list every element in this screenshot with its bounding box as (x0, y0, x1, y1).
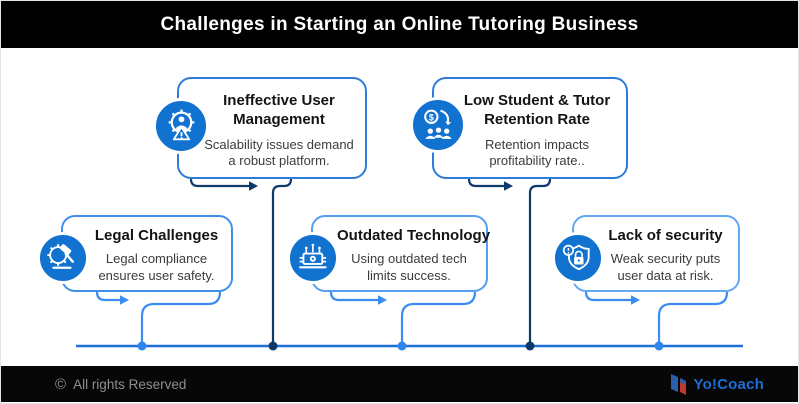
connector-card2 (530, 179, 550, 346)
people-money-retention-icon (410, 97, 466, 153)
shield-lock-alert-icon (552, 232, 604, 284)
copyright-icon: © (55, 375, 67, 393)
card-description: Scalability issues demand a robust platform. (204, 136, 354, 169)
connector-card3 (142, 292, 220, 346)
connector-card4 (402, 292, 475, 346)
timeline-dot (526, 342, 535, 351)
arrow-card1 (191, 179, 249, 186)
brand-logo (669, 373, 765, 396)
user-gear-warning-icon (153, 98, 209, 154)
card-description: Weak security puts user data at risk. (610, 250, 721, 283)
card-title: Low Student & Tutor Retention Rate (463, 92, 611, 128)
laptop-circuit-icon (287, 232, 339, 284)
timeline-dot (655, 342, 664, 351)
yocoach-logo-icon (669, 373, 688, 396)
arrowheads-dark (249, 181, 513, 191)
arrow-card2 (469, 179, 504, 186)
timeline-dot (138, 342, 147, 351)
brand-name: Yo!Coach (693, 375, 764, 393)
card-title: Outdated Technology (337, 227, 491, 244)
card-description: Using outdated tech limits success. (351, 250, 467, 283)
arrowhead-icon (249, 181, 258, 191)
timeline-dot (269, 342, 278, 351)
copyright (55, 377, 186, 392)
timeline-dots (138, 342, 664, 351)
card-description: Retention impacts profitability rate.. (484, 136, 590, 169)
arrowheads-light (120, 295, 640, 305)
connector-light-group (97, 292, 727, 346)
arrow-card5 (586, 292, 631, 300)
arrowhead-icon (378, 295, 387, 305)
svg-text:$: $ (428, 111, 434, 122)
connector-card5 (659, 292, 727, 346)
card-description: Legal compliance ensures user safety. (98, 250, 215, 283)
arrowhead-icon (120, 295, 129, 305)
copyright-text: All rights Reserved (73, 376, 187, 392)
footer-bar (1, 366, 798, 402)
page-title: Challenges in Starting an Online Tutoring Business (160, 13, 639, 35)
card-title: Ineffective User Management (223, 92, 335, 128)
gavel-gear-icon (37, 232, 89, 284)
arrow-card3 (97, 292, 120, 300)
timeline-dot (398, 342, 407, 351)
card-title: Legal Challenges (94, 227, 219, 244)
timeline-diagram (1, 1, 799, 404)
arrowhead-icon (631, 295, 640, 305)
arrowhead-icon (504, 181, 513, 191)
header-bar (1, 1, 798, 48)
card-title: Lack of security (608, 227, 723, 244)
arrow-card4 (331, 292, 378, 300)
